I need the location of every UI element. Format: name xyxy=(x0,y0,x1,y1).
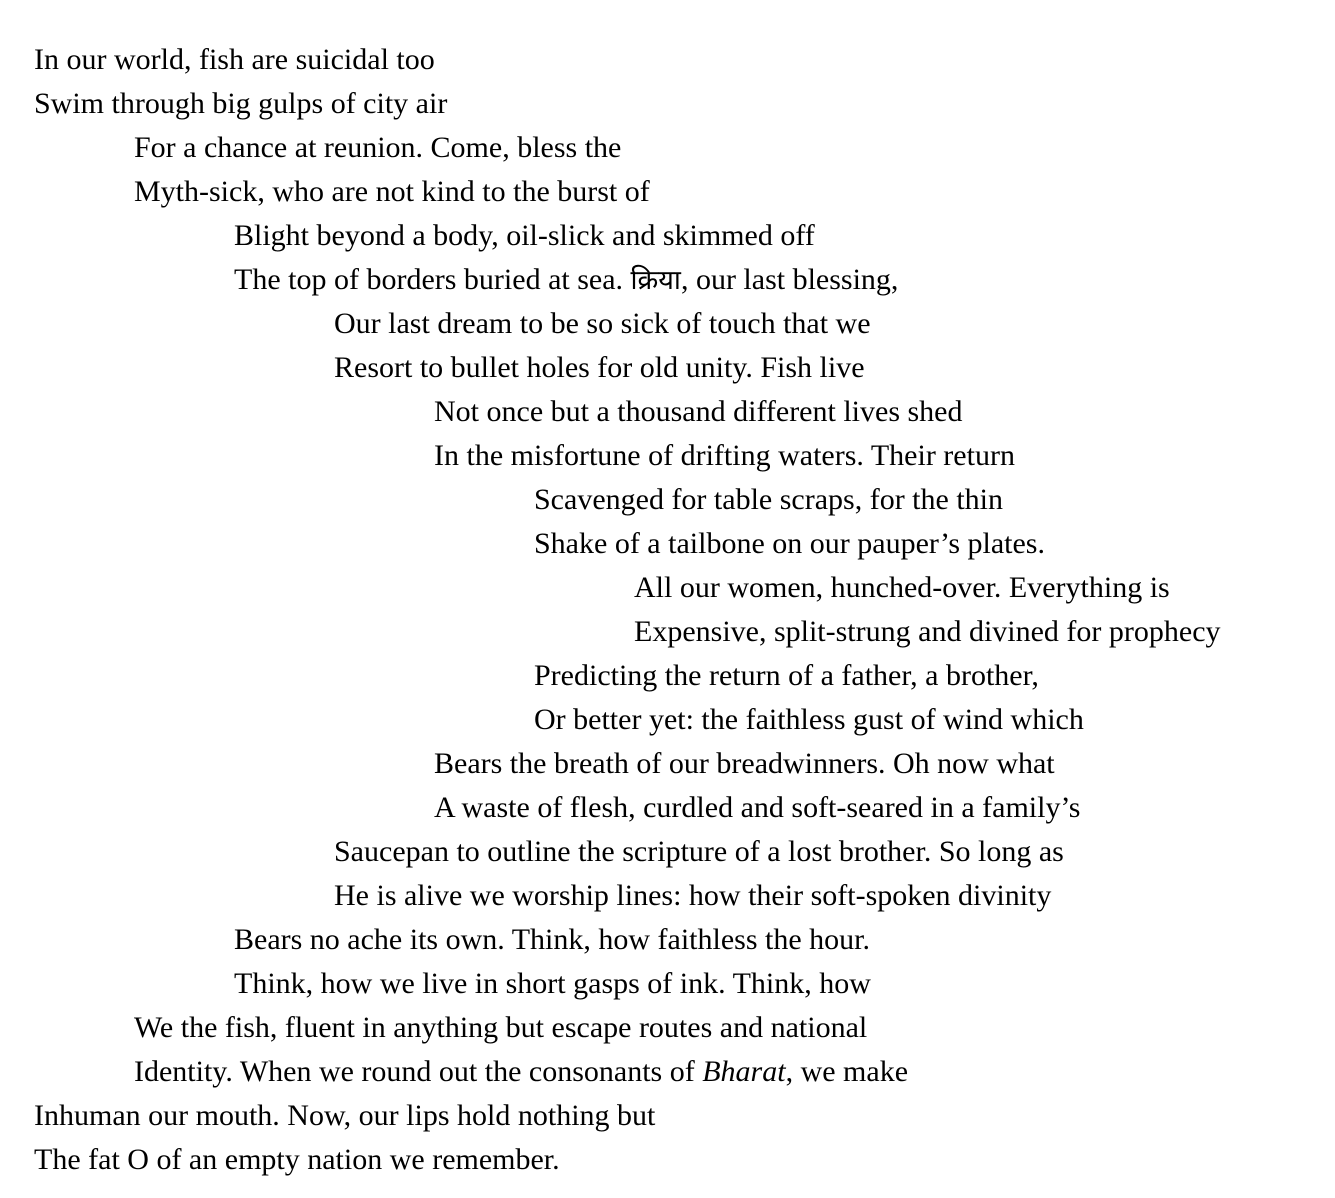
poem xyxy=(34,38,1324,1182)
poem-line-15: Predicting the return of a father, a brother, xyxy=(534,659,1039,692)
poem-line-14: Expensive, split-strung and divined for prophecy xyxy=(634,615,1221,648)
poem-line-3: For a chance at reunion. Come, bless the xyxy=(134,131,622,164)
poem-line-11: Scavenged for table scraps, for the thin xyxy=(534,483,1003,516)
poem-line-6 xyxy=(34,258,1324,302)
poem-line-6-end: , our last blessing, xyxy=(680,263,899,296)
poem-line-7: Our last dream to be so sick of touch that we xyxy=(334,307,871,340)
poem-line-8: Resort to bullet holes for old unity. Fish live xyxy=(334,351,865,384)
poem-line-4: Myth-sick, who are not kind to the burst of xyxy=(134,175,650,208)
poem-line-12: Shake of a tailbone on our pauper’s plates. xyxy=(534,527,1045,560)
poem-line-25: Inhuman our mouth. Now, our lips hold nothing but xyxy=(34,1099,656,1132)
poem-line-18: A waste of flesh, curdled and soft-seared in a family’s xyxy=(434,791,1081,824)
hindi-word: क्रिया xyxy=(630,265,681,296)
poem-line-1: In our world, fish are suicidal too xyxy=(34,43,435,76)
poem-line-9: Not once but a thousand different lives shed xyxy=(434,395,963,428)
poem-line-5: Blight beyond a body, oil-slick and skimmed off xyxy=(234,219,815,252)
poem-line-24-end: , we make xyxy=(785,1055,909,1088)
poem-line-26: The fat O of an empty nation we remember. xyxy=(34,1143,560,1176)
poem-line-19: Saucepan to outline the scripture of a lost brother. So long as xyxy=(334,835,1064,868)
poem-line-21: Bears no ache its own. Think, how faithless the hour. xyxy=(234,923,871,956)
poem-line-17: Bears the breath of our breadwinners. Oh now what xyxy=(434,747,1055,780)
poem-line-10: In the misfortune of drifting waters. Their return xyxy=(434,439,1015,472)
poem-line-20: He is alive we worship lines: how their soft-spoken divinity xyxy=(334,879,1052,912)
poem-line-2: Swim through big gulps of city air xyxy=(34,87,448,120)
poem-line-24-start: Identity. When we round out the consonants of xyxy=(134,1055,703,1088)
poem-line-16: Or better yet: the faithless gust of wind which xyxy=(534,703,1084,736)
poem-line-24 xyxy=(34,1050,1324,1094)
poem-line-22: Think, how we live in short gasps of ink. Think, how xyxy=(234,967,871,1000)
italic-word: Bharat xyxy=(702,1055,786,1088)
poem-line-23: We the fish, fluent in anything but escape routes and national xyxy=(134,1011,868,1044)
poem-line-13: All our women, hunched-over. Everything is xyxy=(634,571,1170,604)
poem-line-6-start: The top of borders buried at sea. xyxy=(234,263,631,296)
